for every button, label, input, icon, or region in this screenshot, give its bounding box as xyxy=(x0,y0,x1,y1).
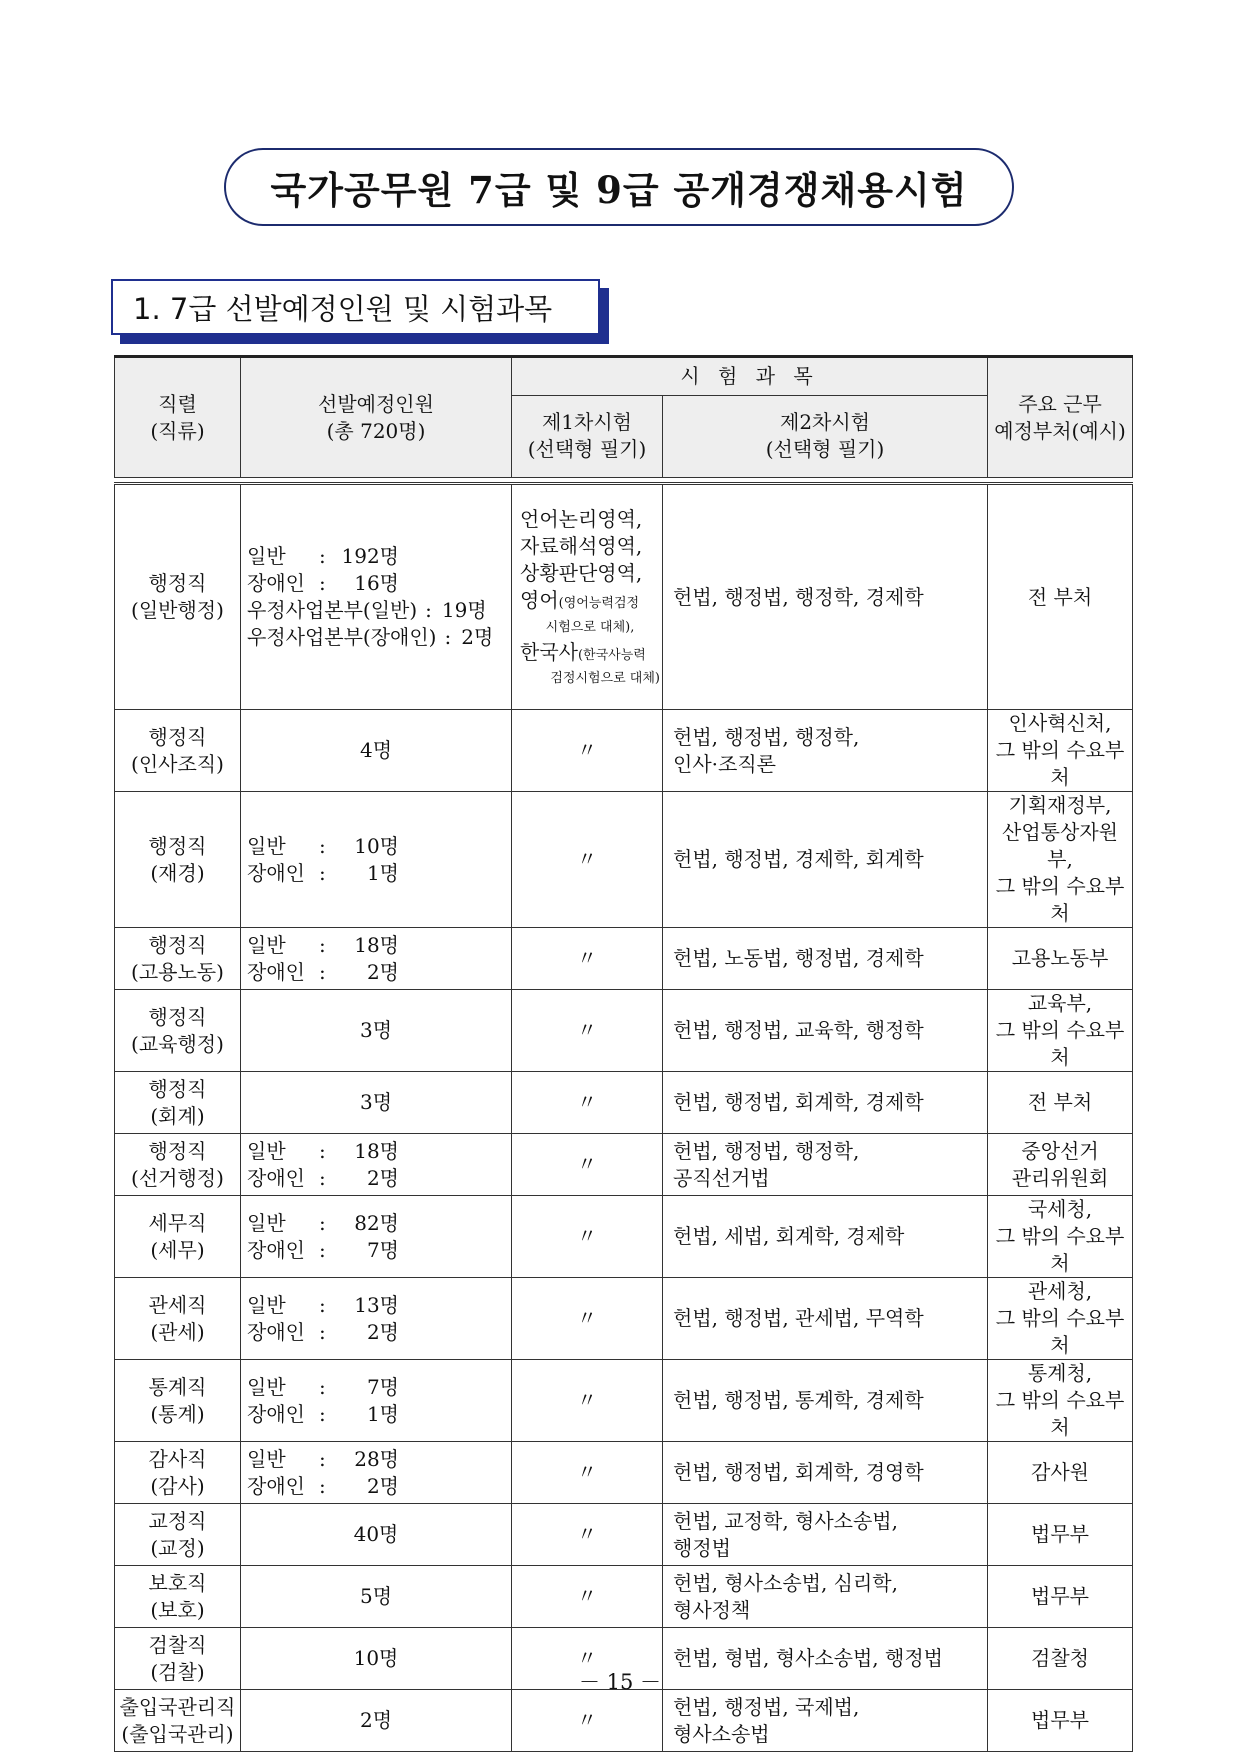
quota-cell xyxy=(241,1278,512,1360)
first-exam-cell: 〃 xyxy=(512,1628,663,1690)
second-exam-line1: 헌법, 행정법, 교육학, 행정학 xyxy=(673,1018,924,1042)
first-exam-history: 한국사 xyxy=(520,639,578,664)
job-name: 관세직 xyxy=(148,1292,207,1317)
job-category: (관세) xyxy=(150,1319,205,1344)
second-exam-line1: 헌법, 행정법, 회계학, 경제학 xyxy=(673,1090,924,1114)
dept-line1: 감사원 xyxy=(1031,1460,1089,1484)
dept-line1: 법무부 xyxy=(1031,1584,1089,1608)
table-row xyxy=(115,928,1133,990)
job-category: (선거행정) xyxy=(131,1165,224,1190)
dept-line3: 그 밖의 수요부처 xyxy=(995,874,1125,925)
first-exam-cell: 〃 xyxy=(512,1134,663,1196)
quota-separator: : xyxy=(425,598,432,622)
dept-line2: 그 밖의 수요부처 xyxy=(995,1224,1125,1275)
second-exam-cell xyxy=(663,710,988,792)
table-row xyxy=(115,1360,1133,1442)
job-category: (출입국관리) xyxy=(121,1721,234,1746)
quota-separator: : xyxy=(319,1292,326,1317)
quota-label: 장애인 xyxy=(247,1165,305,1190)
quota-cell: 5명 xyxy=(241,1566,512,1628)
quota-number: 7명 xyxy=(366,1374,399,1399)
header-first-exam xyxy=(512,395,663,477)
second-exam-line1: 헌법, 형사소송법, 심리학, xyxy=(673,1570,898,1595)
dept-cell xyxy=(988,1360,1133,1442)
second-exam-line1: 헌법, 형법, 형사소송법, 행정법 xyxy=(673,1646,943,1670)
table-row xyxy=(115,1196,1133,1278)
quota-line xyxy=(247,597,509,624)
quota-label: 장애인 xyxy=(247,959,305,984)
quota-number: 1명 xyxy=(366,860,399,885)
header-second-exam xyxy=(663,395,988,477)
quota-label: 일반 xyxy=(247,544,286,568)
table-row xyxy=(115,710,1133,792)
dept-line1: 교육부, xyxy=(1027,991,1093,1015)
quota-separator: : xyxy=(319,860,326,885)
job-name: 보호직 xyxy=(148,1570,207,1595)
job-category: (고용노동) xyxy=(131,959,224,984)
second-exam-cell xyxy=(663,792,988,928)
header-dept-line2: 예정부처(예시) xyxy=(994,418,1126,443)
quota-label: 일반 xyxy=(247,833,286,858)
job-cell xyxy=(115,1196,241,1278)
job-category: (회계) xyxy=(150,1103,205,1128)
job-name: 행정직 xyxy=(148,1138,207,1163)
quota-number: 1명 xyxy=(366,1401,399,1426)
quota-line xyxy=(247,1138,509,1165)
header-dept-line1: 주요 근무 xyxy=(1018,391,1102,416)
quota-line xyxy=(247,543,509,570)
second-exam-line1: 헌법, 노동법, 행정법, 경제학 xyxy=(673,946,924,970)
quota-separator: : xyxy=(319,571,326,595)
second-exam-cell xyxy=(663,1504,988,1566)
quota-cell: 2명 xyxy=(241,1690,512,1752)
quota-label: 장애인 xyxy=(247,860,305,885)
first-exam-subject: 언어논리영역, xyxy=(520,506,643,531)
dept-line1: 전 부처 xyxy=(1027,1090,1093,1114)
dept-line1: 국세청, xyxy=(1027,1197,1093,1221)
section-heading-box xyxy=(111,279,600,335)
quota-label: 일반 xyxy=(247,1138,286,1163)
dept-cell xyxy=(988,1690,1133,1752)
quota-label: 일반 xyxy=(247,1210,286,1235)
dept-cell xyxy=(988,1196,1133,1278)
job-category: (교육행정) xyxy=(131,1031,224,1056)
second-exam-line1: 헌법, 행정법, 행정학, xyxy=(673,1138,860,1163)
second-exam-cell xyxy=(663,928,988,990)
job-category: (통계) xyxy=(150,1401,205,1426)
header-second-line1: 제2차시험 xyxy=(780,410,871,435)
header-quota xyxy=(241,357,512,478)
dept-line1: 전 부처 xyxy=(1027,584,1093,609)
quota-line xyxy=(247,624,509,651)
job-category: (보호) xyxy=(150,1597,205,1622)
quota-number: 28명 xyxy=(354,1446,399,1471)
quota-label: 장애인 xyxy=(247,1319,305,1344)
quota-cell: 4명 xyxy=(241,710,512,792)
header-quota-line2: (총 720명) xyxy=(326,418,426,443)
quota-cell xyxy=(241,928,512,990)
quota-separator: : xyxy=(319,1473,326,1498)
job-cell xyxy=(115,990,241,1072)
dept-cell xyxy=(988,1072,1133,1134)
dept-cell xyxy=(988,928,1133,990)
quota-cell xyxy=(241,1360,512,1442)
quota-line xyxy=(247,1165,509,1192)
first-exam-history-note-2: 검정시험으로 대체) xyxy=(550,670,660,686)
job-cell xyxy=(115,792,241,928)
quota-line xyxy=(247,1446,509,1473)
quota-number: 18명 xyxy=(354,1138,399,1163)
first-exam-cell: 〃 xyxy=(512,792,663,928)
dept-line2: 산업통상자원부, xyxy=(1002,820,1118,871)
first-exam-history-line xyxy=(520,639,660,669)
section-heading: 1. 7급 선발예정인원 및 시험과목 xyxy=(133,291,553,326)
quota-label: 일반 xyxy=(247,1292,286,1317)
document-title: 국가공무원 7급 및 9급 공개경쟁채용시험 xyxy=(270,168,968,212)
first-exam-cell: 〃 xyxy=(512,710,663,792)
quota-number: 82명 xyxy=(354,1210,399,1235)
job-cell xyxy=(115,1566,241,1628)
header-exam-subjects: 시 험 과 목 xyxy=(512,357,988,396)
quota-cell xyxy=(241,1134,512,1196)
first-exam-cell: 〃 xyxy=(512,1278,663,1360)
table-row xyxy=(115,1504,1133,1566)
job-category: (감사) xyxy=(150,1473,205,1498)
job-cell xyxy=(115,1278,241,1360)
dept-cell xyxy=(988,1278,1133,1360)
header-job-line1: 직렬 xyxy=(158,391,197,416)
header-quota-line1: 선발예정인원 xyxy=(318,391,434,416)
quota-separator: : xyxy=(319,1237,326,1262)
second-exam-cell xyxy=(663,1134,988,1196)
dept-line2: 그 밖의 수요부처 xyxy=(995,1388,1125,1439)
quota-line xyxy=(247,1210,509,1237)
quota-label: 장애인 xyxy=(247,571,305,595)
header-dept xyxy=(988,357,1133,478)
table-row xyxy=(115,990,1133,1072)
job-name: 행정직 xyxy=(148,571,207,595)
quota-line xyxy=(247,959,509,986)
quota-separator: : xyxy=(319,1319,326,1344)
dept-cell xyxy=(988,1134,1133,1196)
job-cell xyxy=(115,1072,241,1134)
quota-line xyxy=(247,1319,509,1346)
second-exam-cell xyxy=(663,1072,988,1134)
header-job xyxy=(115,357,241,478)
dept-line2: 그 밖의 수요부처 xyxy=(995,1306,1125,1357)
dept-line1: 법무부 xyxy=(1031,1708,1089,1732)
header-second-line2: (선택형 필기) xyxy=(765,437,885,462)
quota-label: 일반 xyxy=(247,1374,286,1399)
quota-number: 2명 xyxy=(366,959,399,984)
job-name: 통계직 xyxy=(148,1374,207,1399)
second-exam-cell xyxy=(663,484,988,710)
header-job-line2: (직류) xyxy=(150,418,205,443)
second-exam-line1: 헌법, 행정법, 관세법, 무역학 xyxy=(673,1306,924,1330)
quota-number: 19명 xyxy=(441,598,487,622)
dept-cell xyxy=(988,710,1133,792)
table-row xyxy=(115,1690,1133,1752)
dept-line1: 검찰청 xyxy=(1031,1646,1089,1670)
second-exam-line1: 헌법, 세법, 회계학, 경제학 xyxy=(673,1224,905,1248)
quota-number: 192명 xyxy=(341,544,399,568)
job-name: 행정직 xyxy=(148,724,207,749)
quota-line xyxy=(247,1237,509,1264)
second-exam-line2: 형사정책 xyxy=(673,1597,751,1622)
second-exam-cell xyxy=(663,1278,988,1360)
job-category: (세무) xyxy=(150,1237,205,1262)
job-cell xyxy=(115,1134,241,1196)
second-exam-cell xyxy=(663,1566,988,1628)
quota-separator: : xyxy=(444,625,452,649)
second-exam-line1: 헌법, 행정법, 경제학, 회계학 xyxy=(673,847,924,871)
quota-number: 18명 xyxy=(354,932,399,957)
quota-number: 2명 xyxy=(366,1473,399,1498)
dept-line1: 법무부 xyxy=(1031,1522,1089,1546)
second-exam-line1: 헌법, 행정법, 행정학, 경제학 xyxy=(673,584,924,609)
quota-separator: : xyxy=(319,1138,326,1163)
first-exam-cell: 〃 xyxy=(512,1566,663,1628)
quota-line xyxy=(247,860,509,887)
job-cell xyxy=(115,1360,241,1442)
quota-line xyxy=(247,1473,509,1500)
quota-cell: 10명 xyxy=(241,1628,512,1690)
dept-line2: 관리위원회 xyxy=(1011,1165,1109,1190)
dept-line1: 중앙선거 xyxy=(1021,1138,1099,1163)
quota-separator: : xyxy=(319,932,326,957)
second-exam-line1: 헌법, 행정법, 행정학, xyxy=(673,724,860,749)
second-exam-cell xyxy=(663,1196,988,1278)
second-exam-line1: 헌법, 행정법, 회계학, 경영학 xyxy=(673,1460,924,1484)
job-category: (검찰) xyxy=(150,1659,205,1684)
first-exam-english-line xyxy=(520,587,660,617)
second-exam-line2: 형사소송법 xyxy=(673,1721,770,1746)
quota-cell xyxy=(241,1442,512,1504)
header-first-line1: 제1차시험 xyxy=(541,410,632,435)
second-exam-line1: 헌법, 교정학, 형사소송법, xyxy=(673,1508,898,1533)
first-exam-cell: 〃 xyxy=(512,1442,663,1504)
quota-line xyxy=(247,1374,509,1401)
dept-cell xyxy=(988,1504,1133,1566)
quota-separator: : xyxy=(319,1401,326,1426)
second-exam-cell xyxy=(663,1690,988,1752)
job-name: 행정직 xyxy=(148,833,207,858)
first-exam-cell: 〃 xyxy=(512,990,663,1072)
job-category: (인사조직) xyxy=(131,751,224,776)
second-exam-cell xyxy=(663,990,988,1072)
quota-separator: : xyxy=(319,1210,326,1235)
job-name: 행정직 xyxy=(148,1004,207,1029)
table-row xyxy=(115,792,1133,928)
table-header-row xyxy=(115,357,1133,396)
job-cell xyxy=(115,1504,241,1566)
quota-label: 장애인 xyxy=(247,1401,305,1426)
first-exam-english-note-2: 시험으로 대체), xyxy=(545,619,635,635)
job-category: (일반행정) xyxy=(131,598,224,622)
table-row xyxy=(115,484,1133,710)
dept-cell xyxy=(988,792,1133,928)
job-cell xyxy=(115,1442,241,1504)
header-first-line2: (선택형 필기) xyxy=(527,437,647,462)
table-row xyxy=(115,1134,1133,1196)
second-exam-line2: 행정법 xyxy=(673,1535,731,1560)
quota-cell: 40명 xyxy=(241,1504,512,1566)
first-exam-cell: 〃 xyxy=(512,1360,663,1442)
first-exam-subject: 상황판단영역, xyxy=(520,560,643,585)
quota-cell xyxy=(241,484,512,710)
exam-table xyxy=(114,355,1133,1752)
quota-separator: : xyxy=(319,544,326,568)
table-row xyxy=(115,1442,1133,1504)
quota-separator: : xyxy=(319,1165,326,1190)
quota-label: 일반 xyxy=(247,1446,286,1471)
quota-label: 우정사업본부(장애인) xyxy=(247,625,437,649)
second-exam-line1: 헌법, 행정법, 국제법, xyxy=(673,1694,860,1719)
job-name: 검찰직 xyxy=(148,1632,207,1657)
quota-number: 2명 xyxy=(366,1165,399,1190)
quota-number: 10명 xyxy=(354,833,399,858)
job-cell xyxy=(115,1690,241,1752)
quota-line xyxy=(247,570,509,597)
job-cell xyxy=(115,484,241,710)
first-exam-subject: 자료해석영역, xyxy=(520,533,643,558)
job-name: 교정직 xyxy=(148,1508,207,1533)
quota-cell: 3명 xyxy=(241,1072,512,1134)
first-exam-cell: 〃 xyxy=(512,1072,663,1134)
page-number: － 15 － xyxy=(578,1670,662,1694)
quota-separator: : xyxy=(319,959,326,984)
quota-label: 우정사업본부(일반) xyxy=(247,598,418,622)
first-exam-english-note: (영어능력검정 xyxy=(558,595,640,611)
job-name: 행정직 xyxy=(148,1076,207,1101)
first-exam-cell xyxy=(512,484,663,710)
quota-cell xyxy=(241,1196,512,1278)
dept-line1: 관세청, xyxy=(1027,1279,1093,1303)
first-exam-cell: 〃 xyxy=(512,928,663,990)
quota-line xyxy=(247,1292,509,1319)
job-name: 출입국관리직 xyxy=(119,1694,236,1719)
dept-cell xyxy=(988,1566,1133,1628)
second-exam-line2: 인사·조직론 xyxy=(673,751,776,776)
dept-cell xyxy=(988,990,1133,1072)
second-exam-cell xyxy=(663,1442,988,1504)
dept-line2: 그 밖의 수요부처 xyxy=(995,1018,1125,1069)
quota-separator: : xyxy=(319,1446,326,1471)
quota-label: 장애인 xyxy=(247,1473,305,1498)
job-name: 감사직 xyxy=(148,1446,207,1471)
table-row xyxy=(115,1278,1133,1360)
quota-separator: : xyxy=(319,1374,326,1399)
quota-number: 13명 xyxy=(354,1292,399,1317)
first-exam-history-note: (한국사능력 xyxy=(577,647,646,663)
job-name: 세무직 xyxy=(148,1210,207,1235)
first-exam-cell: 〃 xyxy=(512,1196,663,1278)
quota-line xyxy=(247,932,509,959)
quota-separator: : xyxy=(319,833,326,858)
dept-line1: 인사혁신처, xyxy=(1008,711,1112,735)
job-category: (교정) xyxy=(150,1535,205,1560)
first-exam-cell: 〃 xyxy=(512,1504,663,1566)
dept-cell xyxy=(988,1442,1133,1504)
table-row xyxy=(115,1566,1133,1628)
quota-number: 16명 xyxy=(354,571,399,595)
first-exam-cell: 〃 xyxy=(512,1690,663,1752)
quota-line xyxy=(247,1401,509,1428)
quota-line xyxy=(247,833,509,860)
quota-number: 2명 xyxy=(366,1319,399,1344)
document-title-box xyxy=(224,148,1014,226)
dept-line2: 그 밖의 수요부처 xyxy=(995,738,1125,789)
first-exam-english: 영어 xyxy=(520,587,559,612)
dept-cell xyxy=(988,484,1133,710)
job-cell xyxy=(115,928,241,990)
quota-cell xyxy=(241,792,512,928)
quota-number: 2명 xyxy=(461,625,494,649)
second-exam-cell xyxy=(663,1360,988,1442)
job-name: 행정직 xyxy=(148,932,207,957)
job-category: (재경) xyxy=(150,860,205,885)
quota-label: 장애인 xyxy=(247,1237,305,1262)
job-cell xyxy=(115,710,241,792)
quota-number: 7명 xyxy=(366,1237,399,1262)
dept-line1: 기획재정부, xyxy=(1008,793,1112,817)
dept-line1: 고용노동부 xyxy=(1011,946,1109,970)
dept-line1: 통계청, xyxy=(1027,1361,1093,1385)
table-row xyxy=(115,1072,1133,1134)
second-exam-line2: 공직선거법 xyxy=(673,1165,770,1190)
quota-label: 일반 xyxy=(247,932,286,957)
quota-cell: 3명 xyxy=(241,990,512,1072)
second-exam-line1: 헌법, 행정법, 통계학, 경제학 xyxy=(673,1388,924,1412)
